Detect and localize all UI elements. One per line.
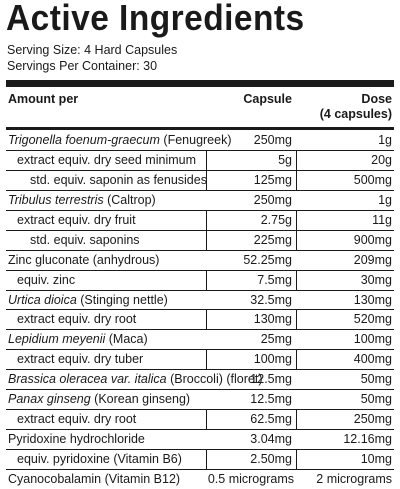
table-row: [6, 410, 394, 430]
header-capsule: Capsule: [243, 92, 292, 106]
table-row: [6, 310, 394, 330]
dose-amount: 500mg: [296, 171, 394, 190]
ingredient-name: extract equiv. dry seed minimum: [17, 152, 196, 167]
ingredient-name: extract equiv. dry root: [17, 412, 137, 427]
header-dose-line1: Dose: [361, 92, 392, 106]
capsule-amount: 7.5mg: [206, 271, 296, 290]
serving-size: Serving Size: 4 Hard Capsules: [7, 43, 178, 57]
dose-amount: 100mg: [353, 332, 392, 347]
table-row: [6, 470, 394, 489]
header-dose-line2: (4 capsules): [319, 107, 392, 121]
capsule-amount: 25mg: [260, 332, 292, 347]
table-header: [6, 92, 394, 126]
table-row: [6, 390, 394, 410]
capsule-amount: 250mg: [253, 133, 292, 147]
table-row: [6, 211, 394, 231]
dose-amount: 900mg: [296, 231, 394, 250]
dose-amount: 520mg: [296, 310, 394, 329]
ingredient-name: extract equiv. dry root: [17, 312, 137, 327]
ingredient-name: equiv. zinc: [17, 272, 76, 287]
servings-per-container: Servings Per Container: 30: [7, 59, 158, 73]
table-row: [6, 171, 394, 191]
table-row: [6, 370, 394, 390]
dose-amount: 50mg: [360, 372, 392, 387]
ingredient-name: Urtica dioica (Stinging nettle): [8, 292, 168, 307]
ingredient-name: std. equiv. saponin as fenusides: [30, 172, 207, 187]
table-row: [6, 450, 394, 470]
table-row: [6, 330, 394, 350]
dose-amount: 50mg: [360, 392, 392, 407]
header-dose: [320, 92, 392, 122]
panel-title: Active Ingredients: [6, 0, 305, 38]
capsule-amount: 2.50mg: [206, 450, 296, 469]
capsule-amount: 5g: [206, 151, 296, 170]
table-row: [6, 251, 394, 271]
ingredient-name: Cyanocobalamin (Vitamin B12): [8, 471, 181, 486]
ingredient-table: [6, 131, 394, 489]
ingredient-name: Trigonella foenum-graecum (Fenugreek): [8, 133, 232, 147]
dose-amount: 20g: [296, 151, 394, 170]
ingredient-name: Tribulus terrestris (Caltrop): [8, 192, 156, 207]
dose-amount: 400mg: [296, 350, 394, 369]
table-row: [6, 151, 394, 171]
capsule-amount: 52.25mg: [243, 252, 292, 267]
dose-amount: 1g: [378, 133, 392, 147]
ingredient-name: equiv. pyridoxine (Vitamin B6): [17, 452, 182, 466]
ingredient-name: extract equiv. dry fruit: [17, 212, 136, 227]
table-row: [6, 191, 394, 211]
dose-amount: 130mg: [353, 292, 392, 307]
capsule-amount: 225mg: [206, 231, 296, 250]
table-row: [6, 131, 394, 151]
capsule-amount: 100mg: [206, 350, 296, 369]
dose-amount: 30mg: [296, 271, 394, 290]
capsule-amount: 250mg: [253, 192, 292, 207]
capsule-amount: 12.5mg: [250, 372, 292, 387]
header-amount-per: Amount per: [8, 92, 79, 106]
table-row: [6, 271, 394, 291]
dose-amount: 209mg: [353, 252, 392, 267]
capsule-amount: 125mg: [206, 171, 296, 190]
ingredient-name: Brassica oleracea var. italica (Broccoli) (floret): [8, 372, 263, 387]
dose-amount: 10mg: [296, 450, 394, 469]
ingredient-name: std. equiv. saponins: [30, 232, 140, 247]
capsule-amount: 2.75g: [206, 211, 296, 230]
thick-divider: [6, 80, 394, 87]
dose-amount: 250mg: [296, 410, 394, 429]
ingredient-name: Lepidium meyenii (Maca): [8, 332, 148, 347]
capsule-amount: 3.04mg: [250, 432, 292, 447]
capsule-amount: 12.5mg: [250, 392, 292, 407]
header-divider: [6, 127, 394, 130]
capsule-amount: 62.5mg: [206, 410, 296, 429]
ingredient-name: extract equiv. dry tuber: [17, 352, 144, 367]
dose-amount: 1g: [378, 192, 392, 207]
table-row: [6, 291, 394, 311]
dose-amount: 2 micrograms: [316, 471, 392, 486]
capsule-amount: 32.5mg: [250, 292, 292, 307]
table-row: [6, 350, 394, 370]
capsule-amount: 130mg: [206, 310, 296, 329]
table-row: [6, 231, 394, 251]
capsule-amount: 0.5 micrograms: [207, 471, 294, 486]
dose-amount: 11g: [296, 211, 394, 230]
ingredient-name: Panax ginseng (Korean ginseng): [8, 392, 191, 407]
dose-amount: 12.16mg: [343, 432, 392, 447]
ingredient-name: Pyridoxine hydrochloride: [8, 432, 145, 447]
ingredient-name: Zinc gluconate (anhydrous): [8, 252, 160, 267]
table-row: [6, 430, 394, 450]
